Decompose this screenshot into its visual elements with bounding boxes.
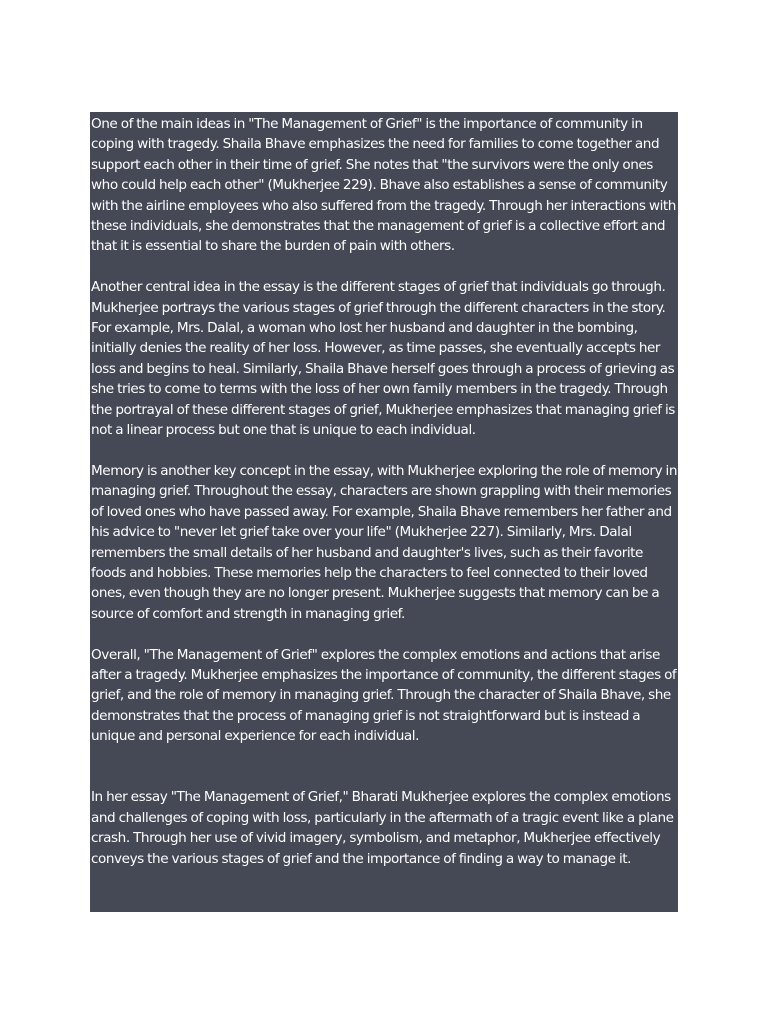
paragraph-community: One of the main ideas in "The Management of Grief" is the importance of community in coping with tragedy. Shaila Bhave emphasizes the need for families to come together and support each other in their time of grief. She notes that "the survivors were the only ones who could help each other" (Mukherjee 229). Bhave also establishes a sense of community with the airline employees who also suffered from the tragedy. Through her interactions with these individuals, she demonstrates that the management of grief is a collective effort and that it is essential to share the burden of pain with others. bbox=[91, 116, 676, 255]
paragraph-gap bbox=[91, 257, 678, 277]
paragraph-gap bbox=[91, 440, 678, 460]
paragraph-overall: Overall, "The Management of Grief" explores the complex emotions and actions that arise after a tragedy. Mukherjee emphasizes the importance of community, the different stages of grief, and the role of memory in managing grief. Through the character of Shaila Bhave, she demonstrates that the process of managing grief is not straightforward but is instead a unique and personal experience for each individual. bbox=[91, 646, 677, 745]
paragraph-gap bbox=[91, 624, 678, 644]
paragraph-memory: Memory is another key concept in the essay, with Mukherjee exploring the role of memory in managing grief. Throughout the essay, characters are shown grappling with their memories of loved ones who have passed away. For example, Shaila Bhave remembers her father and his advice to "never let grief take over your life" (Mukherjee 227). Similarly, Mrs. Dalal remembers the small details of her husband and daughter's lives, such as their favorite foods and hobbies. These memories help the characters to feel connected to their loved ones, even though they are no longer present. Mukherjee suggests that memory can be a source of comfort and strength in managing grief. bbox=[91, 462, 678, 622]
paragraph-conclusion: In her essay "The Management of Grief," Bharati Mukherjee explores the complex emotions and challenges of coping with loss, particularly in the aftermath of a tragic event like a plane crash. Through her use of vivid imagery, symbolism, and metaphor, Mukherjee effectively conveys the various stages of grief and the importance of finding a way to manage it. bbox=[91, 789, 674, 867]
document-page bbox=[90, 112, 678, 912]
paragraph-gap bbox=[91, 747, 678, 788]
paragraph-stages-of-grief: Another central idea in the essay is the different stages of grief that individuals go through. Mukherjee portrays the various stages of grief through the different characters in the story. For example, Mrs. Dalal, a woman who lost her husband and daughter in the bombing, initially denies the reality of her loss. However, as time passes, she eventually accepts her loss and begins to heal. Similarly, Shaila Bhave herself goes through a process of grieving as she tries to come to terms with the loss of her own family members in the tragedy. Through the portrayal of these different stages of grief, Mukherjee emphasizes that managing grief is not a linear process but one that is unique to each individual. bbox=[91, 279, 675, 439]
